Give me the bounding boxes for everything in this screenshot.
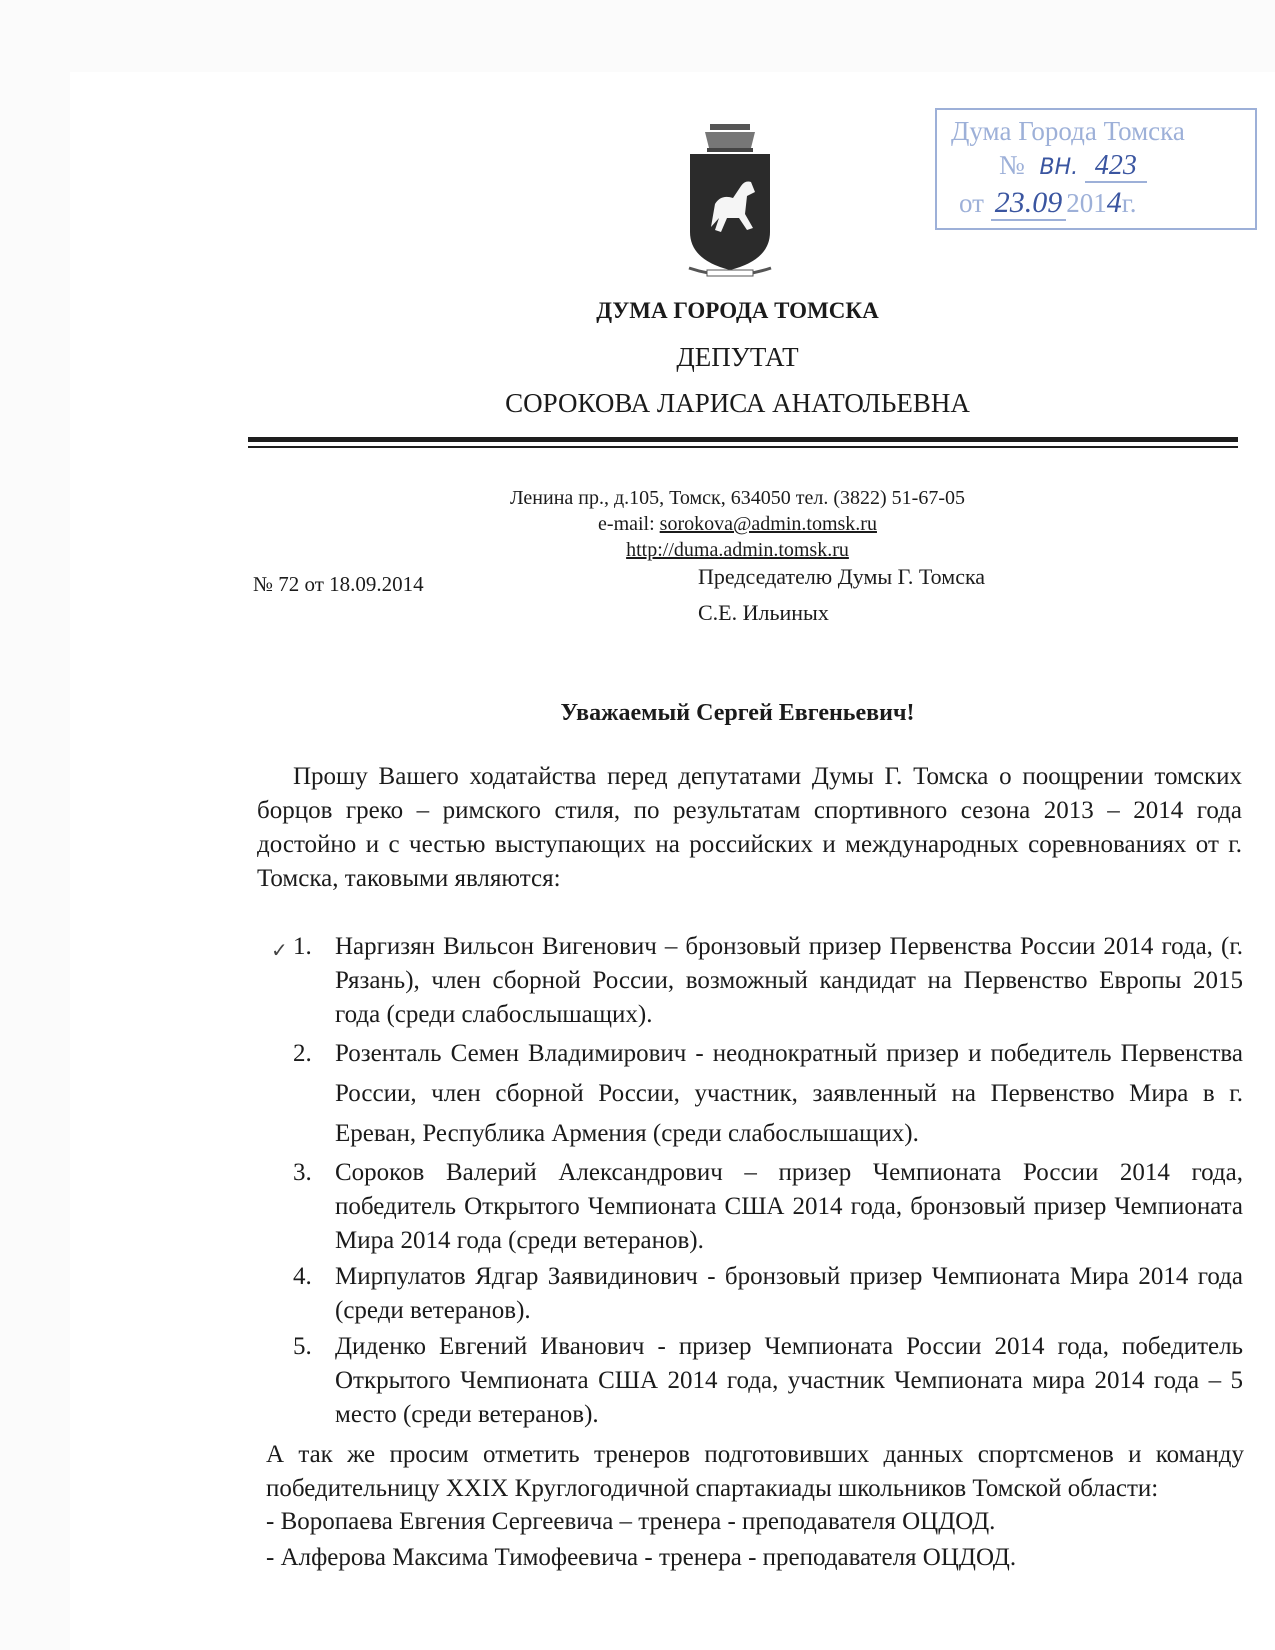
list-item: [293, 930, 1243, 1032]
org-title: ДУМА ГОРОДА ТОМСКА: [596, 298, 879, 323]
stamp-date-line: [959, 186, 1136, 220]
list-item-text: Розенталь Семен Владимирович - неоднократный призер и победитель Первенства России, член сборной России, участник, заявленный на Первенство Мира в г. Ереван, Республика Армения (среди слабослышащих).: [335, 1040, 1243, 1147]
stamp-date-value: 23.09: [991, 186, 1067, 221]
header-rule-thin: [248, 446, 1238, 448]
list-item-number: 1.: [293, 933, 312, 960]
coaches-paragraph: А так же просим отметить тренеров подготовивших данных спортсменов и команду победительницу XXIX Круглогодичной спартакиады школьников Томской области:: [266, 1441, 1244, 1502]
list-item-text: Мирпулатов Ядгар Заявидинович - бронзовый призер Чемпионата Мира 2014 года (среди ветеранов).: [335, 1263, 1243, 1324]
checkmark-icon: ✓: [271, 938, 288, 962]
stamp-number-line: [999, 150, 1147, 182]
greeting: Уважаемый Сергей Евгеньевич!: [560, 700, 915, 726]
coach-item: - Воропаева Евгения Сергеевича – тренера - преподавателя ОЦДОД.: [266, 1508, 996, 1535]
addressee-title: Председателю Думы Г. Томска: [698, 564, 986, 589]
list-item-text: Наргизян Вильсон Вигенович – бронзовый призер Первенства России 2014 года, (г. Рязань), член сборной России, возможный кандидат на Первенство Европы 2015 года (среди слабослышащих).: [335, 933, 1243, 1028]
list-item: [293, 1330, 1243, 1432]
letter-reference: № 72 от 18.09.2014: [253, 572, 424, 596]
addressee-name: С.Е. Ильиных: [698, 600, 829, 625]
stamp-date-prefix: от: [959, 188, 984, 218]
list-item: [293, 1034, 1243, 1154]
list-item-number: 2.: [293, 1040, 312, 1067]
contact-email-link[interactable]: sorokova@admin.tomsk.ru: [659, 513, 877, 535]
stamp-number-value: 423: [1085, 150, 1147, 183]
list-item-number: 5.: [293, 1333, 312, 1360]
stamp-year-end: г.: [1121, 188, 1137, 218]
contact-address: Ленина пр., д.105, Томск, 634050 тел. (3822) 51-67-05: [510, 487, 965, 509]
stamp-year-prefix: 201: [1066, 188, 1107, 218]
stamp-number-label: №: [999, 150, 1025, 180]
header-rule-thick: [248, 437, 1238, 442]
list-item-number: 4.: [293, 1263, 312, 1290]
contact-website-link[interactable]: http://duma.admin.tomsk.ru: [626, 539, 849, 561]
coach-item: - Алферова Максима Тимофеевича - тренера - преподавателя ОЦДОД.: [266, 1544, 1017, 1571]
list-item-number: 3.: [293, 1159, 312, 1186]
position-title: ДЕПУТАТ: [676, 342, 799, 372]
stamp-number-prefix: ВН.: [1039, 155, 1079, 180]
list-item: [293, 1260, 1243, 1328]
list-item: [293, 1156, 1243, 1258]
registration-stamp: [935, 108, 1257, 230]
contact-website-line: [0, 539, 1275, 562]
stamp-title: Дума Города Томска: [951, 116, 1185, 146]
athletes-list: [293, 930, 1243, 1432]
deputy-name: СОРОКОВА ЛАРИСА АНАТОЛЬЕВНА: [505, 388, 970, 418]
list-item-text: Диденко Евгений Иванович - призер Чемпионата России 2014 года, победитель Открытого Чемпионата США 2014 года, участник Чемпионата мира 2014 года – 5 место (среди ветеранов).: [335, 1333, 1243, 1428]
stamp-year-suffix: 4: [1106, 186, 1122, 219]
list-item-text: Сороков Валерий Александрович – призер Чемпионата России 2014 года, победитель Открытого Чемпионата США 2014 года, бронзовый призер Чемпионата Мира 2014 года (среди ветеранов).: [335, 1159, 1243, 1254]
coat-of-arms-icon: [675, 122, 785, 282]
contact-email-label: e-mail:: [598, 513, 655, 535]
contact-email-line: [0, 513, 1275, 536]
intro-paragraph: Прошу Вашего ходатайства перед депутатами Думы Г. Томска о поощрении томских борцов греко – римского стиля, по результатам спортивного сезона 2013 – 2014 года достойно и с честью выступающих на российских и международных соревнованиях от г. Томска, таковыми являются:: [257, 763, 1242, 892]
